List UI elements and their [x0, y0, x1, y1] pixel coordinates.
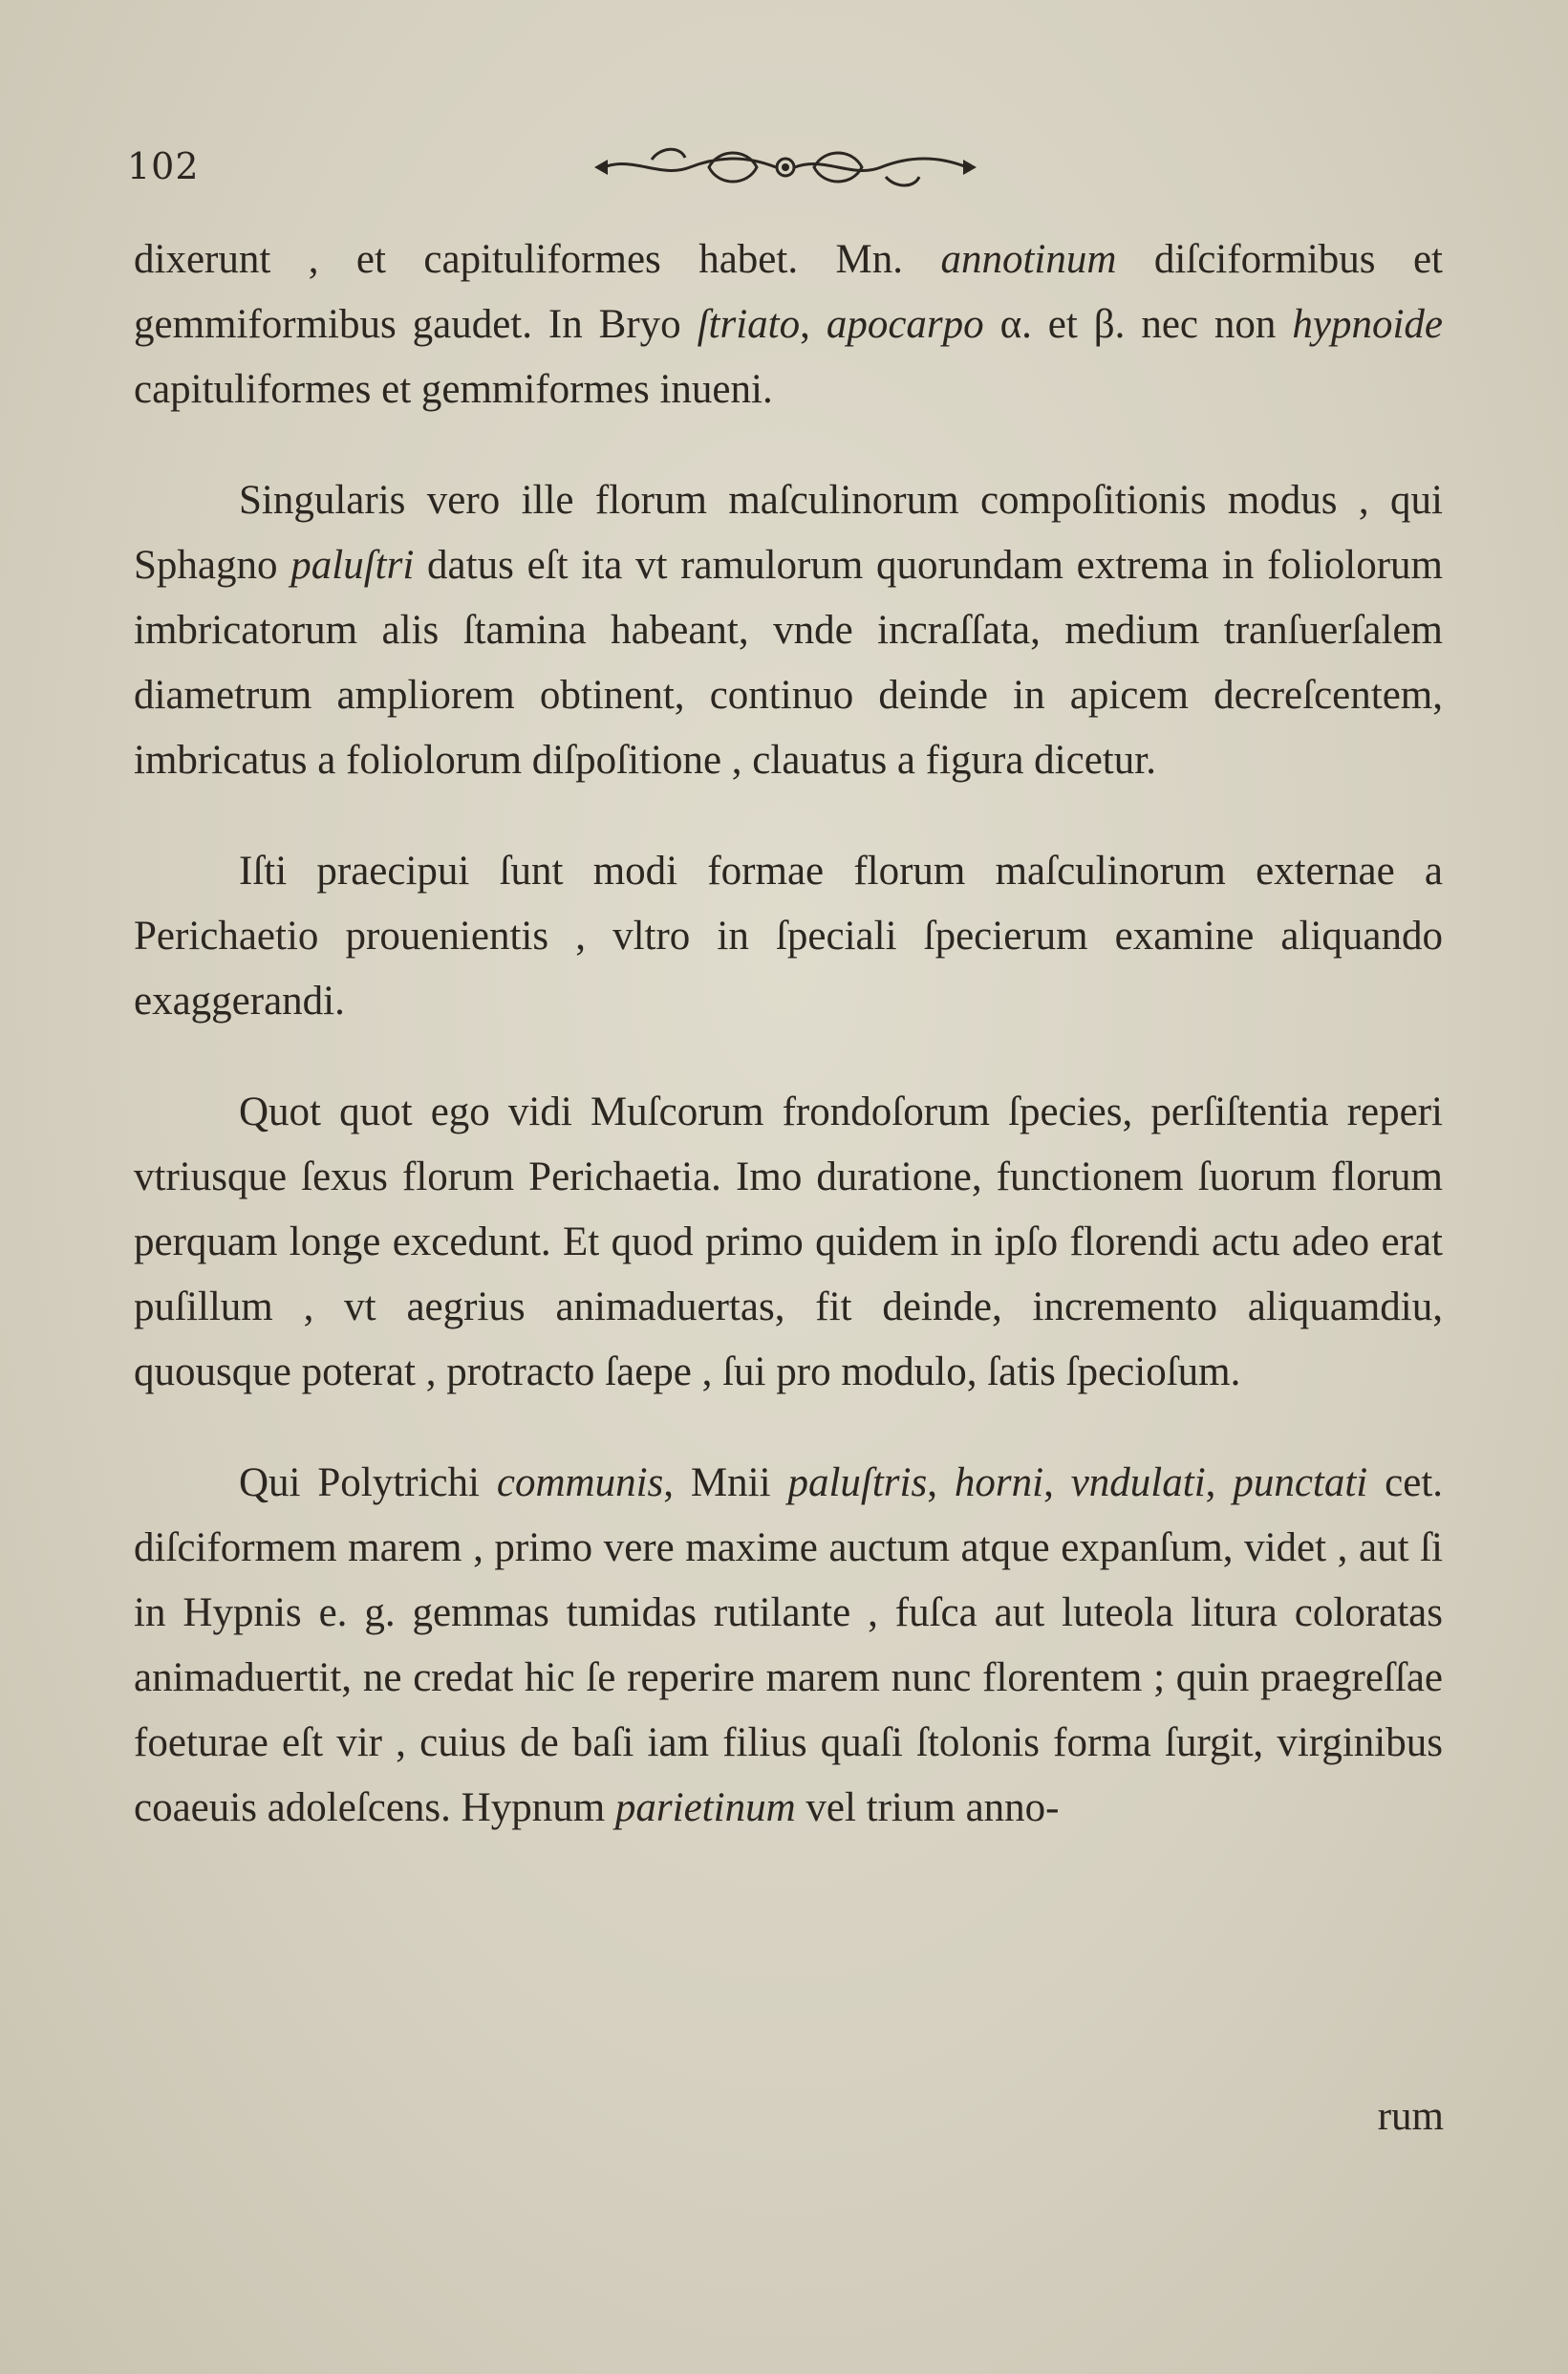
- text-run: α. et β. nec non: [983, 302, 1293, 347]
- text-run: , Mnii: [663, 1460, 788, 1505]
- text-run: Qui Polytrichi: [239, 1460, 497, 1505]
- body-text: [134, 227, 1443, 1887]
- italic-term: horni: [954, 1460, 1044, 1505]
- text-run: ,: [927, 1460, 955, 1505]
- text-run: capituliformes et gemmiformes inueni.: [134, 367, 773, 412]
- ornament-icon: [594, 140, 977, 194]
- text-run: dixerunt , et capituliformes habet. Mn.: [134, 237, 941, 282]
- italic-term: vndulati: [1070, 1460, 1206, 1505]
- italic-term: punctati: [1233, 1460, 1368, 1505]
- italic-term: parietinum: [614, 1785, 796, 1830]
- text-run: ,: [1205, 1460, 1234, 1505]
- text-run: ,: [1043, 1460, 1071, 1505]
- italic-term: communis: [496, 1460, 664, 1505]
- text-run: ,: [800, 302, 827, 347]
- text-run: cet. diſciformem marem , primo vere maxime auctum atque expanſum, videt , aut ſi in Hypnis e. g. gemmas tumidas rutilante , fuſca aut luteola litura coloratas animaduertit, ne credat hic ſe reperire marem nunc florentem ; quin praegreſſae foeturae eſt vir , cuius de baſi iam filius quaſi ſtolonis forma ſurgit, virginibus coaeuis adoleſcens. Hypnum: [134, 1460, 1444, 1830]
- italic-term: annotinum: [940, 237, 1117, 282]
- text-run: datus eſt ita vt ramulorum quorundam extrema in foliolorum imbricatorum alis ſtamina habeant, vnde incraſſata, medium tranſuerſalem diametrum ampliorem obtinent, continuo deinde in apicem decreſcentem, imbricatus a foliolorum diſpoſitione , clauatus a figura dicetur.: [134, 543, 1444, 783]
- paragraph: [134, 1080, 1443, 1405]
- text-run: Singularis vero ille florum maſculinorum compoſitionis modus , qui Sphagno: [134, 478, 1443, 588]
- text-run: Iſti praecipui ſunt modi formae florum maſculinorum externae a Perichaetio prouenientis , vltro in ſpeciali ſpecierum examine aliquando exaggerandi.: [134, 849, 1443, 1024]
- text-run: vel trium anno-: [795, 1785, 1060, 1830]
- catchword: rum: [1377, 2094, 1444, 2139]
- italic-term: ſtriato: [697, 302, 801, 347]
- paragraph: [134, 468, 1443, 793]
- paragraph: [134, 227, 1443, 422]
- text-run: Quot quot ego vidi Muſcorum frondoſorum ſpecies, perſiſtentia reperi vtriusque ſexus florum Perichaetia. Imo duratione, functionem ſuorum florum perquam longe excedunt. Et quod primo quidem in ipſo florendi actu adeo erat puſillum , vt aegrius animaduertas, fit deinde, incremento aliquamdiu, quousque poterat , protracto ſaepe , ſui pro modulo, ſatis ſpecioſum.: [134, 1090, 1443, 1394]
- paragraph: [134, 1451, 1443, 1841]
- italic-term: apocarpo: [826, 302, 984, 347]
- italic-term: hypnoide: [1292, 302, 1443, 347]
- page-number: 102: [127, 145, 200, 187]
- italic-term: paluſtri: [290, 543, 415, 588]
- paragraph: [134, 839, 1443, 1034]
- italic-term: paluſtris: [787, 1460, 928, 1505]
- text-run: diſciformibus et gemmiformibus gaudet. In Bryo: [134, 237, 1443, 347]
